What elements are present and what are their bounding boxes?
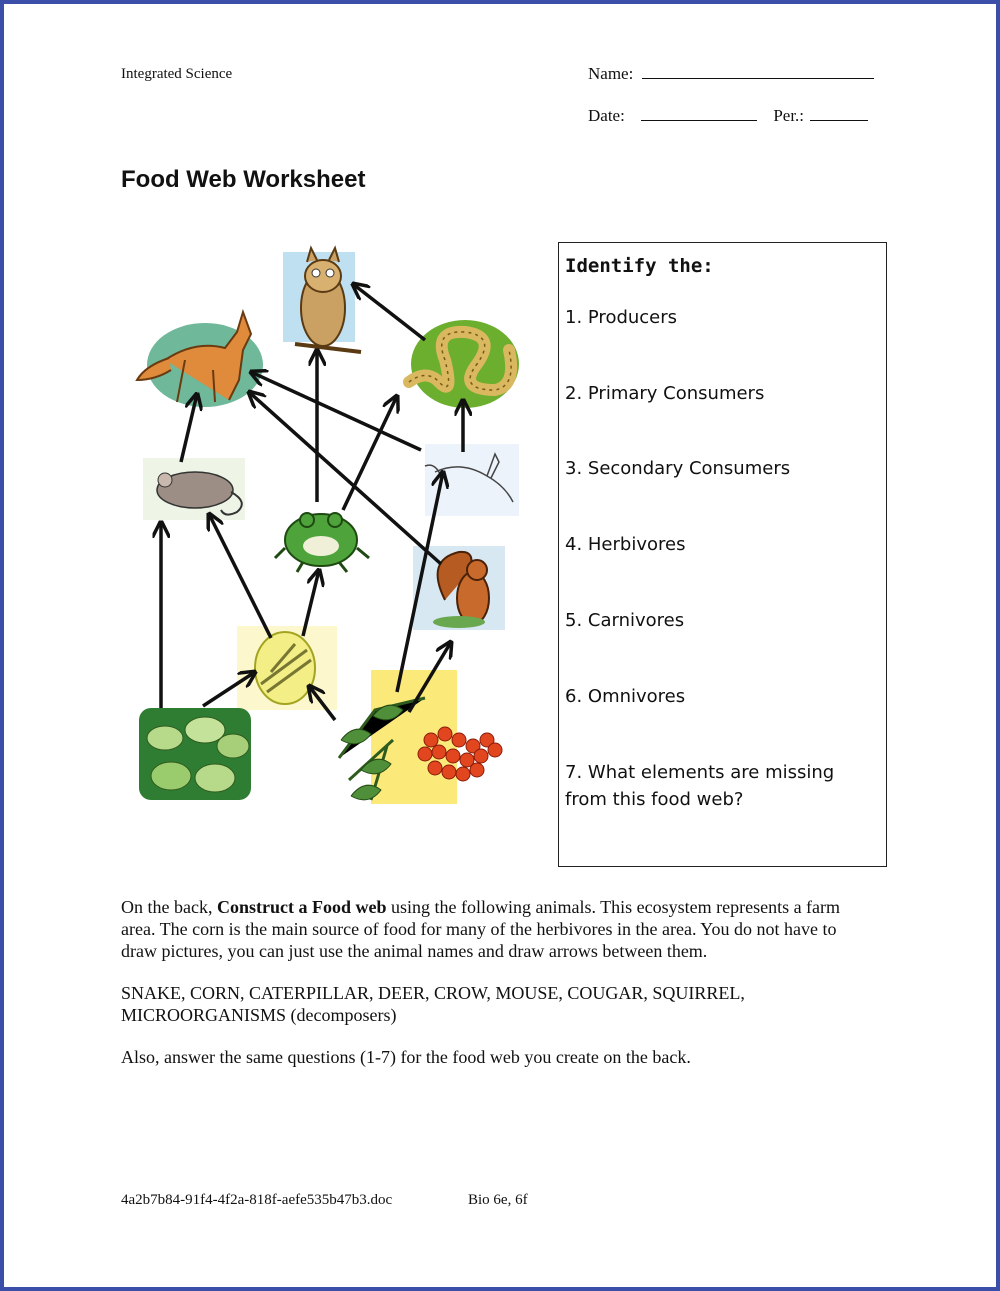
questions-box <box>558 242 887 867</box>
page-title: Food Web Worksheet <box>121 166 366 193</box>
period-label: Per.: <box>773 106 805 125</box>
question-7: 7. What elements are missing <box>565 762 835 783</box>
course-label: Integrated Science <box>121 66 233 82</box>
also-note: Also, answer the same questions (1-7) for the food web you create on the back. <box>121 1047 691 1067</box>
frog-icon <box>275 513 369 572</box>
question-6: 6. Omnivores <box>565 686 686 707</box>
instructions-intro: On the back, <box>121 897 213 917</box>
mouse-icon <box>143 458 245 520</box>
grasshopper-icon <box>237 626 337 710</box>
food-web-diagram <box>125 240 535 815</box>
fox-icon <box>137 312 263 407</box>
snake-icon <box>409 320 519 408</box>
footer-code: Bio 6e, 6f <box>468 1192 528 1208</box>
squirrel-icon <box>413 546 505 630</box>
name-label: Name: <box>588 64 634 83</box>
arrow-grasshopper-to-mouse <box>209 514 271 638</box>
question-7-continued: from this food web? <box>565 789 744 810</box>
question-4: 4. Herbivores <box>565 534 686 555</box>
rabbit-icon <box>425 444 519 516</box>
question-1: 1. Producers <box>565 307 678 328</box>
owl-icon <box>283 248 361 352</box>
question-5: 5. Carnivores <box>565 610 685 631</box>
name-field <box>588 64 874 84</box>
arrow-rabbit-to-fox <box>251 372 421 450</box>
instructions-rest: using the following animals. This ecosystem represents a farm area. The corn is the main source of food for many of the herbivores in the area. You do not have to draw pictures, you can just use the animal names and draw arrows between them. <box>121 897 841 961</box>
date-blank[interactable] <box>641 106 757 121</box>
date-label: Date: <box>588 106 625 125</box>
arrow-frog-to-snake <box>343 396 397 510</box>
leafy-plant-icon <box>139 708 251 800</box>
footer-filename: 4a2b7b84-91f4-4f2a-818f-aefe535b47b3.doc <box>121 1192 393 1208</box>
questions-heading: Identify the: <box>565 255 714 277</box>
period-blank[interactable] <box>810 106 868 121</box>
arrow-snake-to-owl <box>353 284 425 340</box>
instructions-bold: Construct a Food web <box>216 897 387 917</box>
question-2: 2. Primary Consumers <box>565 383 765 404</box>
date-field <box>588 106 868 126</box>
instructions-paragraph <box>121 896 871 962</box>
question-3: 3. Secondary Consumers <box>565 458 791 479</box>
name-blank[interactable] <box>642 64 874 79</box>
organism-list: SNAKE, CORN, CATERPILLAR, DEER, CROW, MOUSE, COUGAR, SQUIRREL, MICROORGANISMS (decomposers) <box>121 983 745 1025</box>
